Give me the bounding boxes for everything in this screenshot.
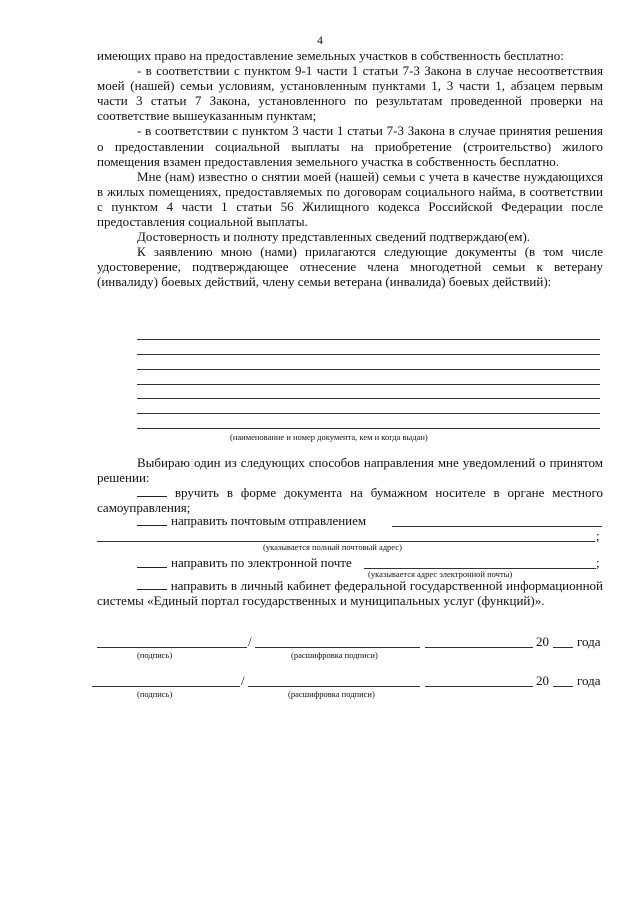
option-email-mark[interactable] (137, 556, 167, 568)
decryption-caption-1: (расшифровка подписи) (291, 650, 378, 660)
option-email-label: направить по электронной почте (171, 555, 352, 570)
document-line-5[interactable] (137, 398, 600, 399)
postal-address-line-1[interactable] (392, 526, 602, 527)
signature-line-2[interactable] (92, 686, 240, 687)
option-paper-label: вручить в форме документа на бумажном носителе в органе местного самоуправления; (97, 485, 603, 516)
paragraph-5: Достоверность и полноту представленных сведений подтверждаю(ем). (137, 229, 531, 245)
signature-line-1[interactable] (97, 647, 247, 648)
decryption-caption-2: (расшифровка подписи) (288, 689, 375, 699)
signature-slash-2: / (241, 673, 245, 688)
option-portal-label: направить в личный кабинет федеральной государственной информационной системы «Единый портал государственных и муниципальных услуг (функций)». (97, 578, 604, 609)
documents-caption: (наименование и номер документа, кем и когда выдан) (230, 432, 428, 442)
paragraph-2: - в соответствии с пунктом 9-1 части 1 статьи 7-3 Закона в случае несоответствия моей (нашей) семьи условиям, установленным пунктами 1, 3 части 1, абзацем первым части 3 статьи 7 Закона, установленного по результатам проведенной проверки на соответствие вышеуказанным пунктам; (97, 63, 603, 124)
option-paper-mark[interactable] (137, 485, 167, 497)
signature-caption-2: (подпись) (137, 689, 173, 699)
notification-intro: Выбираю один из следующих способов направления мне уведомлений о принятом решении: (97, 455, 603, 486)
date-line-2[interactable] (425, 686, 533, 687)
option-post-label: направить почтовым отправлением (171, 513, 367, 528)
document-line-4[interactable] (137, 384, 600, 385)
paragraph-4: Мне (нам) известно о снятии моей (нашей) семьи с учета в качестве нуждающихся в жилых помещениях, предоставляемых по договорам социального найма, в соответствии с пунктом 4 части 1 статьи 56 Жилищного кодекса Российской Федерации после предоставления социальной выплаты. (97, 168, 603, 230)
paragraph-6: К заявлению мною (нами) прилагаются следующие документы (в том числе удостоверение, подтверждающее отнесение члена многодетной семьи к ветерану (инвалиду) боевых действий, члену семьи ветерана (инвалида) боевых действий): (97, 244, 603, 290)
year-line-2[interactable] (553, 686, 573, 687)
postal-caption: (указывается полный почтовый адрес) (263, 542, 402, 552)
decryption-line-1[interactable] (255, 647, 420, 648)
email-semicolon: ; (596, 555, 600, 570)
decryption-line-2[interactable] (248, 686, 420, 687)
year-line-1[interactable] (553, 647, 573, 648)
document-line-2[interactable] (137, 354, 600, 355)
document-line-7[interactable] (137, 428, 600, 429)
document-line-3[interactable] (137, 369, 600, 370)
document-line-6[interactable] (137, 413, 600, 414)
page-number: 4 (317, 33, 323, 47)
paragraph-1: имеющих право на предоставление земельных участков в собственность бесплатно: (97, 48, 564, 63)
signature-caption-1: (подпись) (137, 650, 173, 660)
year-prefix-1: 20 (536, 634, 549, 649)
date-line-1[interactable] (425, 647, 533, 648)
signature-slash-1: / (248, 634, 252, 649)
main-text (97, 48, 603, 290)
year-prefix-2: 20 (536, 673, 549, 688)
email-caption: (указывается адрес электронной почты) (368, 569, 513, 579)
option-paper (97, 485, 603, 515)
notification-section (97, 455, 603, 515)
year-suffix-2: года (577, 673, 601, 688)
postal-semicolon: ; (596, 528, 600, 543)
option-portal (97, 578, 603, 608)
year-suffix-1: года (577, 634, 601, 649)
option-portal-mark[interactable] (137, 578, 167, 590)
option-post-mark[interactable] (137, 514, 167, 526)
paragraph-3: - в соответствии с пунктом 3 части 1 статьи 7-3 Закона в случае принятия решения о предоставлении социальной выплаты на приобретение (строительство) жилого помещения взамен предоставления земельного участка в собственность бесплатно. (97, 123, 603, 169)
document-line-1[interactable] (137, 339, 600, 340)
